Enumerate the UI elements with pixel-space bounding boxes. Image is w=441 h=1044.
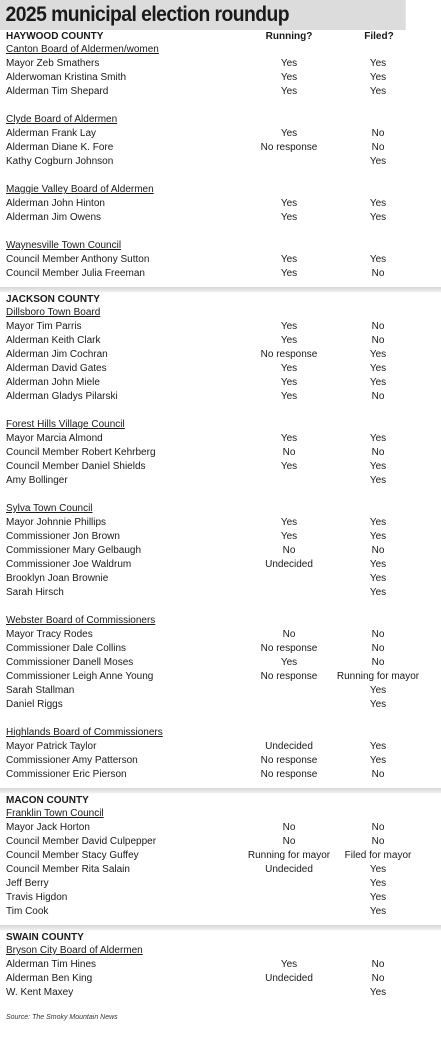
running-status: Undecided <box>265 973 313 984</box>
filed-status: Yes <box>369 377 387 388</box>
county-header <box>0 794 441 807</box>
candidate-name: Amy Bollinger <box>6 475 68 486</box>
running-status: Yes <box>280 268 298 279</box>
county-header <box>0 293 441 306</box>
running-status: No response <box>260 142 318 153</box>
board-title: Bryson City Board of Aldermen <box>6 945 143 956</box>
filed-status: Yes <box>369 531 387 542</box>
board-title: Maggie Valley Board of Aldermen <box>6 184 154 195</box>
table-row <box>0 127 441 141</box>
candidate-name: Alderman John Miele <box>6 377 100 388</box>
table-row <box>0 197 441 211</box>
running-status: Undecided <box>265 559 313 570</box>
table-row <box>0 390 441 404</box>
table-row <box>0 628 441 642</box>
running-status: Yes <box>280 198 298 209</box>
filed-status: Yes <box>369 741 387 752</box>
roundup-table <box>0 30 441 1006</box>
filed-status: No <box>371 142 385 153</box>
filed-status: Yes <box>369 906 387 917</box>
filed-status: Yes <box>369 878 387 889</box>
candidate-name: Alderman Diane K. Fore <box>6 142 114 153</box>
filed-status: Yes <box>369 573 387 584</box>
table-row <box>0 821 441 835</box>
candidate-name: Council Member Julia Freeman <box>6 268 145 279</box>
candidate-name: Alderman Gladys Pilarski <box>6 391 118 402</box>
table-row <box>0 460 441 474</box>
board-title: Waynesville Town Council <box>6 240 122 251</box>
running-status: No response <box>260 769 318 780</box>
candidate-name: Alderman Keith Clark <box>6 335 101 346</box>
board-title: Sylva Town Council <box>6 503 93 514</box>
spacer <box>0 600 441 614</box>
candidate-name: Alderman Ben King <box>6 973 93 984</box>
filed-status: No <box>371 657 385 668</box>
candidate-name: Alderman Jim Owens <box>6 212 102 223</box>
county-header <box>0 30 441 43</box>
candidate-name: Council Member Rita Salain <box>6 864 130 875</box>
candidate-name: Commissioner Mary Gelbaugh <box>6 545 142 556</box>
running-status: Yes <box>280 433 298 444</box>
running-status: Undecided <box>265 741 313 752</box>
spacer <box>0 404 441 418</box>
candidate-name: Mayor Johnnie Phillips <box>6 517 107 528</box>
candidate-name: Alderman David Gates <box>6 363 107 374</box>
table-row <box>0 334 441 348</box>
candidate-name: Alderman Tim Shepard <box>6 86 109 97</box>
table-row <box>0 684 441 698</box>
candidate-name: Mayor Jack Horton <box>6 822 90 833</box>
running-status: Yes <box>280 254 298 265</box>
candidate-name: Commissioner Danell Moses <box>6 657 134 668</box>
candidate-name: Sarah Hirsch <box>6 587 64 598</box>
table-row <box>0 558 441 572</box>
filed-status: Yes <box>369 987 387 998</box>
table-row <box>0 530 441 544</box>
table-row <box>0 740 441 754</box>
county-section <box>0 925 441 1006</box>
candidate-name: Alderman Frank Lay <box>6 128 97 139</box>
county-section <box>0 788 441 925</box>
candidate-name: Commissioner Leigh Anne Young <box>6 671 154 682</box>
filed-status: Yes <box>369 86 387 97</box>
table-row <box>0 768 441 782</box>
candidate-name: Commissioner Joe Waldrum <box>6 559 132 570</box>
spacer <box>0 1000 441 1006</box>
filed-status: No <box>371 836 385 847</box>
board-title: Forest Hills Village Council <box>6 419 125 430</box>
table-row <box>0 267 441 281</box>
filed-status: Yes <box>369 475 387 486</box>
running-status: Yes <box>280 58 298 69</box>
candidate-name: Mayor Zeb Smathers <box>6 58 100 69</box>
filed-status: Yes <box>369 699 387 710</box>
candidate-name: Commissioner Jon Brown <box>6 531 120 542</box>
running-status: Yes <box>280 335 298 346</box>
table-row <box>0 362 441 376</box>
county-header <box>0 931 441 944</box>
spacer <box>0 225 441 239</box>
filed-status: No <box>371 128 385 139</box>
candidate-name: Commissioner Dale Collins <box>6 643 127 654</box>
candidate-name: Council Member Daniel Shields <box>6 461 146 472</box>
filed-status: Yes <box>369 212 387 223</box>
candidate-name: Commissioner Amy Patterson <box>6 755 138 766</box>
board-title: Franklin Town Council <box>6 808 104 819</box>
filed-status: Yes <box>369 755 387 766</box>
table-row <box>0 544 441 558</box>
table-row <box>0 516 441 530</box>
filed-status: No <box>371 268 385 279</box>
running-status: No <box>282 822 296 833</box>
filed-status: No <box>371 643 385 654</box>
filed-status: Yes <box>369 461 387 472</box>
candidate-name: Mayor Tracy Rodes <box>6 629 93 640</box>
running-status: No response <box>260 671 318 682</box>
running-status: Yes <box>280 72 298 83</box>
filed-status: Running for mayor <box>336 671 420 682</box>
running-status: Yes <box>280 391 298 402</box>
filed-status: No <box>371 391 385 402</box>
spacer <box>0 488 441 502</box>
filed-status: No <box>371 545 385 556</box>
candidate-name: Council Member Stacy Guffey <box>6 850 139 861</box>
table-row <box>0 891 441 905</box>
table-row <box>0 85 441 99</box>
table-row <box>0 958 441 972</box>
filed-status: No <box>371 959 385 970</box>
filed-status: No <box>371 822 385 833</box>
running-status: Undecided <box>265 864 313 875</box>
filed-status: Yes <box>369 685 387 696</box>
table-row <box>0 972 441 986</box>
county-name: MACON COUNTY <box>6 795 89 806</box>
candidate-name: Tim Cook <box>6 906 49 917</box>
filed-status: No <box>371 973 385 984</box>
running-status: No response <box>260 349 318 360</box>
running-status: Yes <box>280 517 298 528</box>
running-status: No <box>282 545 296 556</box>
filed-status: Yes <box>369 864 387 875</box>
table-row <box>0 670 441 684</box>
table-row <box>0 320 441 334</box>
county-name: HAYWOOD COUNTY <box>6 31 104 42</box>
running-status: Yes <box>280 212 298 223</box>
table-row <box>0 863 441 877</box>
table-row <box>0 141 441 155</box>
table-row <box>0 905 441 919</box>
county-section <box>0 287 441 788</box>
running-status: Yes <box>280 128 298 139</box>
filed-status: Yes <box>369 892 387 903</box>
filed-status: Yes <box>369 363 387 374</box>
running-status: Yes <box>280 461 298 472</box>
running-column-header: Running? <box>265 31 313 42</box>
filed-status: Yes <box>369 156 387 167</box>
filed-status: Yes <box>369 72 387 83</box>
running-status: Yes <box>280 86 298 97</box>
running-status: Yes <box>280 377 298 388</box>
county-name: SWAIN COUNTY <box>6 932 84 943</box>
table-row <box>0 849 441 863</box>
county-name: JACKSON COUNTY <box>6 294 100 305</box>
running-status: No <box>282 836 296 847</box>
table-row <box>0 155 441 169</box>
filed-status: Yes <box>369 254 387 265</box>
board-title: Webster Board of Commissioners <box>6 615 156 626</box>
table-row <box>0 572 441 586</box>
table-row <box>0 986 441 1000</box>
filed-status: No <box>371 321 385 332</box>
candidate-name: Alderman Tim Hines <box>6 959 97 970</box>
spacer <box>0 712 441 726</box>
filed-status: Filed for mayor <box>344 850 412 861</box>
candidate-name: Jeff Berry <box>6 878 49 889</box>
board-title: Clyde Board of Aldermen <box>6 114 118 125</box>
board-title: Canton Board of Aldermen/women <box>6 44 159 55</box>
candidate-name: Brooklyn Joan Brownie <box>6 573 109 584</box>
table-row <box>0 446 441 460</box>
table-row <box>0 877 441 891</box>
running-status: Yes <box>280 959 298 970</box>
candidate-name: Council Member Robert Kehrberg <box>6 447 156 458</box>
county-section <box>0 30 441 287</box>
candidate-name: Council Member David Culpepper <box>6 836 157 847</box>
candidate-name: Council Member Anthony Sutton <box>6 254 150 265</box>
candidate-name: Travis Higdon <box>6 892 68 903</box>
table-row <box>0 656 441 670</box>
filed-status: Yes <box>369 559 387 570</box>
filed-status: No <box>371 335 385 346</box>
table-row <box>0 835 441 849</box>
running-status: Yes <box>280 657 298 668</box>
table-row <box>0 348 441 362</box>
table-row <box>0 376 441 390</box>
filed-status: Yes <box>369 198 387 209</box>
candidate-name: Alderman Jim Cochran <box>6 349 108 360</box>
source-note: Source: The Smoky Mountain News <box>6 1014 118 1021</box>
table-row <box>0 754 441 768</box>
candidate-name: Kathy Cogburn Johnson <box>6 156 114 167</box>
table-row <box>0 57 441 71</box>
table-row <box>0 253 441 267</box>
table-row <box>0 474 441 488</box>
running-status: No response <box>260 643 318 654</box>
candidate-name: Mayor Patrick Taylor <box>6 741 97 752</box>
filed-status: Yes <box>369 517 387 528</box>
running-status: No <box>282 447 296 458</box>
filed-status: Yes <box>369 349 387 360</box>
filed-status: Yes <box>369 433 387 444</box>
table-row <box>0 642 441 656</box>
candidate-name: Daniel Riggs <box>6 699 63 710</box>
board-title: Dillsboro Town Board <box>6 307 101 318</box>
running-status: Yes <box>280 531 298 542</box>
filed-status: No <box>371 629 385 640</box>
running-status: Running for mayor <box>247 850 331 861</box>
filed-status: Yes <box>369 58 387 69</box>
candidate-name: Commissioner Eric Pierson <box>6 769 127 780</box>
table-row <box>0 698 441 712</box>
table-row <box>0 432 441 446</box>
filed-column-header: Filed? <box>364 31 394 42</box>
spacer <box>0 169 441 183</box>
board-title: Highlands Board of Commissioners <box>6 727 163 738</box>
candidate-name: Alderwoman Kristina Smith <box>6 72 127 83</box>
spacer <box>0 99 441 113</box>
page-title: 2025 municipal election roundup <box>0 0 406 30</box>
running-status: Yes <box>280 321 298 332</box>
candidate-name: Sarah Stallman <box>6 685 75 696</box>
filed-status: No <box>371 447 385 458</box>
table-row <box>0 211 441 225</box>
candidate-name: Alderman John Hinton <box>6 198 105 209</box>
table-row <box>0 586 441 600</box>
candidate-name: Mayor Marcia Almond <box>6 433 103 444</box>
candidate-name: Mayor Tim Parris <box>6 321 82 332</box>
candidate-name: W. Kent Maxey <box>6 987 74 998</box>
running-status: Yes <box>280 363 298 374</box>
running-status: No response <box>260 755 318 766</box>
table-row <box>0 71 441 85</box>
filed-status: No <box>371 769 385 780</box>
running-status: No <box>282 629 296 640</box>
filed-status: Yes <box>369 587 387 598</box>
